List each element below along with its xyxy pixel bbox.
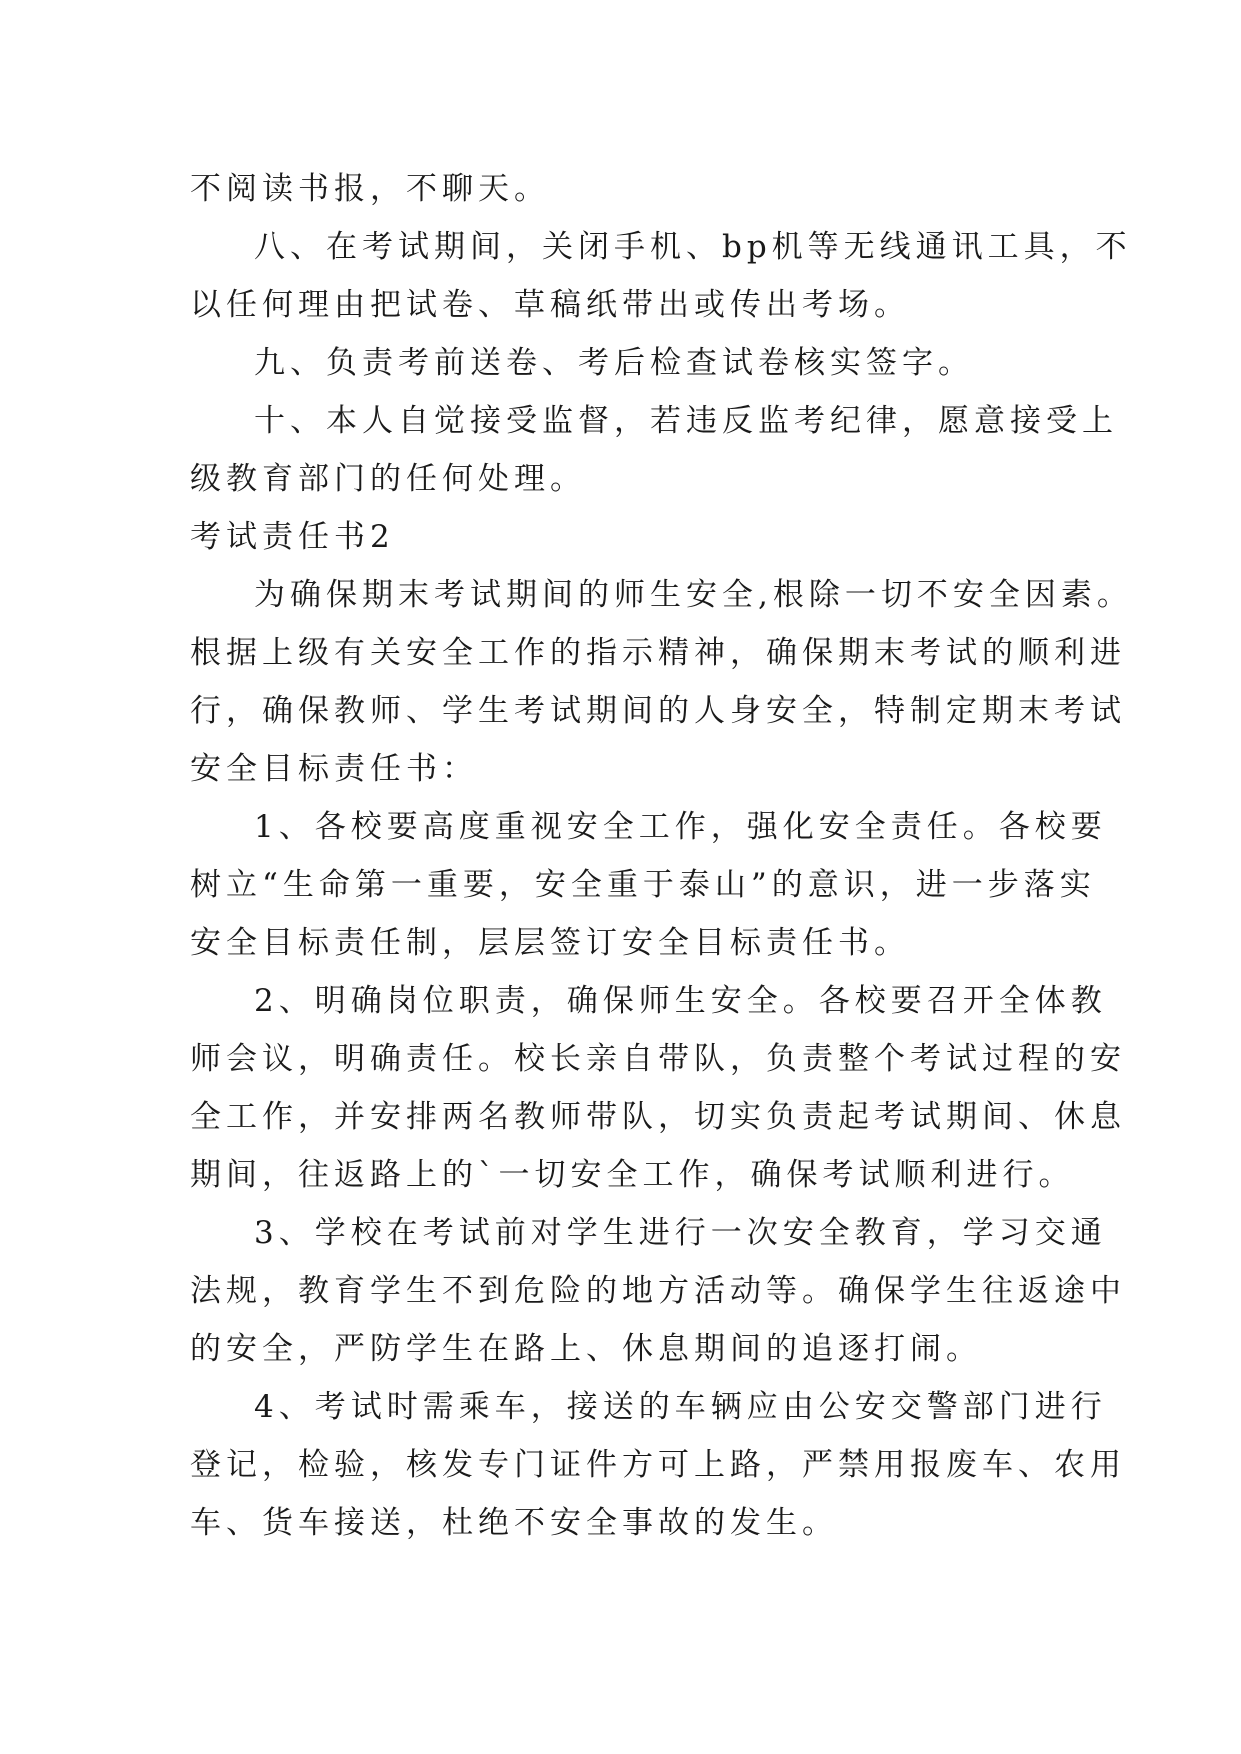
text-line: 八、在考试期间，关闭手机、bp机等无线通讯工具，不 <box>254 229 1132 265</box>
section-title: 考试责任书2 <box>190 519 395 555</box>
text-line: 登记，检验，核发专门证件方可上路，严禁用报废车、农用 <box>190 1447 1126 1483</box>
text-line: 行，确保教师、学生考试期间的人身安全，特制定期末考试 <box>190 693 1126 729</box>
text-line: 师会议，明确责任。校长亲自带队，负责整个考试过程的安 <box>190 1041 1126 1077</box>
text-line: 根据上级有关安全工作的指示精神，确保期末考试的顺利进 <box>190 635 1126 671</box>
text-line: 1、各校要高度重视安全工作，强化安全责任。各校要 <box>254 809 1107 845</box>
text-line: 的安全，严防学生在路上、休息期间的追逐打闹。 <box>190 1331 982 1367</box>
text-line: 级教育部门的任何处理。 <box>190 461 586 497</box>
text-line: 车、货车接送，杜绝不安全事故的发生。 <box>190 1505 838 1541</box>
text-line: 2、明确岗位职责，确保师生安全。各校要召开全体教 <box>254 983 1107 1019</box>
text-line: 为确保期末考试期间的师生安全,根除一切不安全因素。 <box>254 577 1133 613</box>
text-line: 十、本人自觉接受监督，若违反监考纪律，愿意接受上 <box>254 403 1118 439</box>
text-line: 法规，教育学生不到危险的地方活动等。确保学生往返途中 <box>190 1273 1126 1309</box>
text-line: 全工作，并安排两名教师带队，切实负责起考试期间、休息 <box>190 1099 1126 1135</box>
text-line: 九、负责考前送卷、考后检查试卷核实签字。 <box>254 345 974 381</box>
text-line: 不阅读书报，不聊天。 <box>190 171 550 207</box>
text-line: 期间，往返路上的`一切安全工作，确保考试顺利进行。 <box>190 1157 1075 1193</box>
text-line: 安全目标责任制，层层签订安全目标责任书。 <box>190 925 910 961</box>
text-line: 树立“生命第一重要，安全重于泰山”的意识，进一步落实 <box>190 867 1096 903</box>
document-page <box>190 160 1133 1552</box>
text-line: 安全目标责任书： <box>190 751 478 787</box>
text-line: 3、学校在考试前对学生进行一次安全教育，学习交通 <box>254 1215 1107 1251</box>
text-line: 4、考试时需乘车，接送的车辆应由公安交警部门进行 <box>254 1389 1107 1425</box>
text-line: 以任何理由把试卷、草稿纸带出或传出考场。 <box>190 287 910 323</box>
